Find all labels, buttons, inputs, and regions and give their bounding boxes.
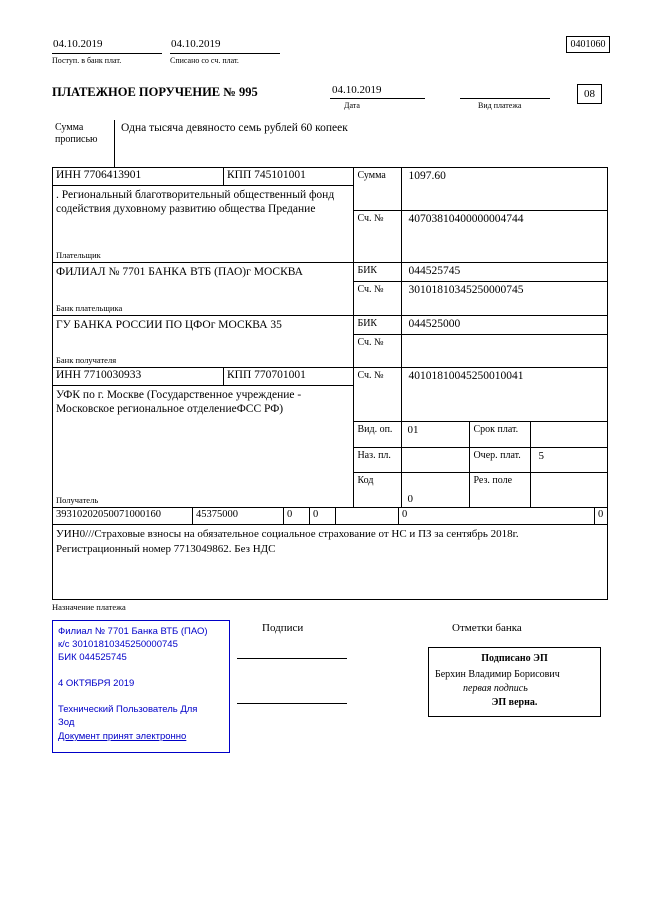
esign-subtitle: первая подпись <box>463 683 528 694</box>
sum-value: 1097.60 <box>401 168 607 210</box>
payment-table <box>52 167 608 600</box>
payee-label: Получатель <box>56 495 99 505</box>
code-value: 0 <box>401 473 469 507</box>
payer-bank-bik-label: БИК <box>357 265 378 276</box>
amount-words-label-line1: Сумма <box>55 122 84 133</box>
received-date-block <box>52 38 162 65</box>
document-date-block <box>330 84 425 110</box>
payee-right <box>353 368 607 507</box>
payer-inn: ИНН 7706413901 <box>56 169 142 181</box>
payer-account-label: Сч. № <box>357 213 384 224</box>
payer-inn-row <box>53 168 353 186</box>
document-title: ПЛАТЕЖНОЕ ПОРУЧЕНИЕ № 995 <box>52 85 258 99</box>
payee-bank-account-value <box>401 335 607 367</box>
payee-name: УФК по г. Москве (Государственное учреждение - Московское региональное отделениеФСС РФ) <box>56 389 302 415</box>
purpose-section <box>53 525 607 599</box>
sum-row <box>354 168 607 211</box>
payer-section <box>53 168 607 263</box>
term-value <box>531 422 607 447</box>
payee-account-value: 40101810045250010041 <box>401 368 607 421</box>
purpose-code-label: Наз. пл. <box>357 450 391 461</box>
bank-stamp-note: Документ принят электронно <box>58 731 187 742</box>
tax-field-date: 0 <box>399 508 595 524</box>
amount-words-value: Одна тысяча девяносто семь рублей 60 копеек <box>121 122 348 134</box>
priority-label: Очер. плат. <box>469 448 531 472</box>
payee-bank-bik-value: 044525000 <box>401 316 607 334</box>
payee-bank-bik-label: БИК <box>357 318 378 329</box>
bank-stamp-date: 4 ОКТЯБРЯ 2019 <box>58 678 135 689</box>
payer-left <box>53 168 353 262</box>
payer-bank-label: Банк плательщика <box>56 303 123 313</box>
purpose-code-value <box>401 448 469 472</box>
tax-field-kbk: 39310202050071000160 <box>53 508 193 524</box>
payee-bank-right <box>353 316 607 367</box>
amount-words-row <box>52 120 608 167</box>
tax-field-oktmo: 45375000 <box>193 508 284 524</box>
payee-inn-row <box>53 368 353 386</box>
payee-left <box>53 368 353 507</box>
payer-bank-account-row <box>354 282 607 315</box>
tax-fields-row <box>53 508 607 525</box>
payee-bank-account-row <box>354 335 607 367</box>
signatures-label: Подписи <box>262 622 304 634</box>
bank-stamp-line1: Филиал № 7701 Банка ВТБ (ПАО) <box>58 626 208 637</box>
payer-bank-account-label: Сч. № <box>357 284 384 295</box>
op-type-label: Вид. оп. <box>357 424 393 435</box>
signature-line-1 <box>237 658 347 659</box>
payee-kpp: КПП 770701001 <box>223 368 353 385</box>
payer-label: Плательщик <box>56 250 101 260</box>
payee-account-label: Сч. № <box>357 370 384 381</box>
payer-kpp: КПП 745101001 <box>223 168 353 185</box>
payment-type-block <box>460 84 550 110</box>
payment-type-label: Вид платежа <box>478 101 522 110</box>
sum-label: Сумма <box>357 170 386 181</box>
signature-line-2 <box>237 703 347 704</box>
bank-stamp-user-line1: Технический Пользователь Для <box>58 704 198 715</box>
esign-stamp <box>428 647 601 717</box>
payee-bank-left <box>53 316 353 367</box>
debited-date-block <box>170 38 280 65</box>
payer-bank-right <box>353 263 607 315</box>
payer-name: . Региональный благотворительный общественный фонд содействия духовному развитию общества Предание <box>56 189 335 215</box>
tax-field-number <box>336 508 399 524</box>
payer-bank-bik-row <box>354 263 607 282</box>
op-type-value: 01 <box>401 422 469 447</box>
payee-section <box>53 368 607 508</box>
payer-bank-section <box>53 263 607 316</box>
payee-inn: ИНН 7710030933 <box>56 369 142 381</box>
document-date: 04.10.2019 <box>330 84 425 99</box>
amount-words-label-line2: прописью <box>55 134 98 145</box>
tax-field-basis: 0 <box>284 508 310 524</box>
payee-bank-account-label: Сч. № <box>357 337 384 348</box>
bank-stamp-user-line2: Зод <box>58 717 75 728</box>
payer-bank-bik-value: 044525745 <box>401 263 607 281</box>
tax-field-type: 0 <box>598 509 604 520</box>
purpose-label: Назначение платежа <box>52 602 126 612</box>
payer-right <box>353 168 607 262</box>
purpose-text: УИН0///Страховые взносы на обязательное социальное страхование от НС и ПЗ за сентябрь 2018г. Регистрационный номер 7713049862. Без НДС <box>56 528 519 555</box>
status-code-box: 08 <box>577 84 602 104</box>
debited-date: 04.10.2019 <box>170 38 280 54</box>
payer-bank-name: ФИЛИАЛ № 7701 БАНКА ВТБ (ПАО)г МОСКВА <box>56 266 303 278</box>
form-code-box: 0401060 <box>566 36 610 53</box>
bank-stamp-line2: к/с 30101810345250000745 <box>58 639 178 650</box>
priority-value: 5 <box>538 450 544 462</box>
received-date: 04.10.2019 <box>52 38 162 54</box>
esign-verified: ЭП верна. <box>491 697 538 708</box>
code-row <box>354 472 607 507</box>
op-type-row <box>354 421 607 447</box>
payment-type-line <box>460 84 550 99</box>
payer-bank-left <box>53 263 353 315</box>
payer-account-value: 40703810400000004744 <box>401 211 607 262</box>
debited-date-label: Списано со сч. плат. <box>170 56 239 65</box>
amount-words-label <box>52 120 115 167</box>
reserve-value <box>531 473 607 507</box>
bank-marks-label: Отметки банка <box>452 622 522 634</box>
code-label: Код <box>357 475 374 486</box>
term-label: Срок плат. <box>469 422 531 447</box>
bank-stamp <box>52 620 230 753</box>
payer-account-row <box>354 211 607 262</box>
payee-bank-label: Банк получателя <box>56 355 117 365</box>
payee-bank-name: ГУ БАНКА РОССИИ ПО ЦФОг МОСКВА 35 <box>56 319 282 331</box>
document-date-label: Дата <box>344 101 360 110</box>
reserve-label: Рез. поле <box>469 473 531 507</box>
esign-name: Берхин Владимир Борисович <box>435 669 560 680</box>
payee-bank-bik-row <box>354 316 607 335</box>
esign-title: Подписано ЭП <box>481 653 548 664</box>
payee-bank-section <box>53 316 607 368</box>
payee-account-row <box>354 368 607 421</box>
purpose-code-row <box>354 447 607 472</box>
payer-bank-account-value: 30101810345250000745 <box>401 282 607 315</box>
received-date-label: Поступ. в банк плат. <box>52 56 122 65</box>
bank-stamp-line3: БИК 044525745 <box>58 652 127 663</box>
tax-field-period: 0 <box>310 508 336 524</box>
